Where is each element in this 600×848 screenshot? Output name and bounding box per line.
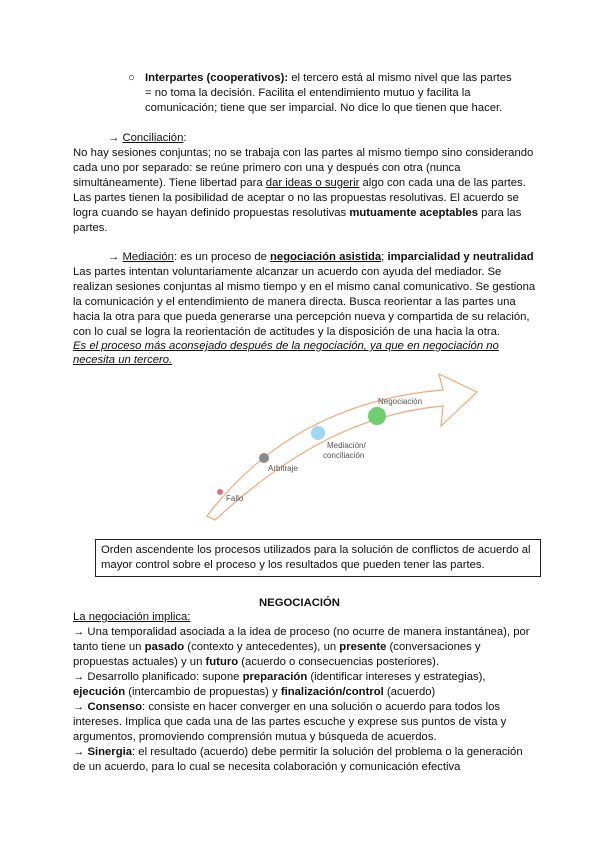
text: : consiste en hacer converger en una solución o acuerdo para todos los	[142, 701, 501, 713]
mediacion-line-3: la comunicación y el entendimiento de manera directa. Busca reorientar a las partes una	[73, 296, 516, 308]
negociacion-title: NEGOCIACIÓN	[259, 597, 340, 609]
mediacion-line-2: realizan sesiones conjuntas al mismo tiempo y en el mismo canal comunicativo. Se gestiona	[73, 281, 536, 293]
mediacion-line-5: con lo cual se logra la reorientación de actitudes y la disposición de una hacia la otra.	[73, 326, 501, 338]
interpartes-line-1	[145, 71, 512, 87]
negociacion-p1-line-1: → Una temporalidad asociada a la idea de proceso (no ocurre de manera instantánea), por	[73, 626, 530, 638]
text: : el resultado (acuerdo) debe permitir la solución del problema o la generación	[132, 746, 523, 758]
mediacion-heading	[108, 250, 534, 266]
conciliacion-line-6: partes.	[73, 222, 108, 234]
bold-text: Consenso	[87, 701, 143, 713]
negociacion-p3-line-3: argumentos, promoviendo comprensión mutua y búsqueda de acuerdos.	[73, 731, 437, 743]
negociacion-p1-line-3	[73, 655, 439, 671]
text: (acuerdo o consecuencias posteriores).	[238, 656, 440, 668]
bold-text: ejecución	[73, 686, 126, 698]
text: (conversaciones y	[386, 641, 481, 653]
heading: Mediación	[122, 251, 174, 263]
text: → Desarrollo planificado: supone	[73, 671, 243, 683]
caption-line-1: Orden ascendente los procesos utilizados para la solución de conflictos de acuerdo al	[101, 544, 531, 556]
bold-underlined-text: negociación asistida	[270, 251, 382, 263]
negociacion-p2-line-1	[73, 670, 486, 686]
mediacion-note-line-2: necesita un tercero.	[73, 354, 173, 366]
fallo-dot	[217, 489, 223, 495]
interpartes-line-2: = no toma la decisión. Facilita el entendimiento mutuo y facilita la	[145, 87, 471, 99]
conciliacion-line-5	[73, 206, 521, 222]
text: (contexto y antecedentes), un	[184, 641, 340, 653]
bold-text: Sinergia	[87, 746, 133, 758]
conciliacion-line-1: No hay sesiones conjuntas; no se trabaja con las partes al mismo tiempo sino considerando	[73, 147, 534, 159]
arbitraje-label: Arbitraje	[268, 464, 298, 473]
text: (intercambio de propuestas) y	[125, 686, 281, 698]
negociacion-p4-line-2: de un acuerdo, para lo cual se necesita colaboración y comunicación efectiva	[73, 761, 461, 773]
text: simultáneamente). Tiene libertad para	[73, 177, 266, 189]
arrow: →	[108, 251, 123, 263]
text: propuestas actuales) y un	[73, 656, 206, 668]
mediacion-line-4: hacia la otra para que pueda generarse una percepción nueva y compartida de su relación,	[73, 311, 530, 323]
negociacion-p2-line-2	[73, 685, 435, 701]
mediacion-dot	[311, 426, 325, 440]
text: →	[73, 746, 88, 758]
conciliacion-line-4: Las partes tienen la posibilidad de aceptar o no las propuestas resolutivas. El acuerdo se	[73, 192, 519, 204]
bold-text: imparcialidad y neutralidad	[387, 251, 534, 263]
bullet-icon: ○	[128, 72, 135, 84]
text: (identificar intereses y estrategias),	[307, 671, 486, 683]
negociacion-dot	[368, 407, 386, 425]
arrow: →	[108, 132, 123, 144]
text: logra cuando se hayan definido propuestas resolutivas	[73, 207, 350, 219]
bold-text: finalización/control	[280, 686, 384, 698]
text: (acuerdo)	[383, 686, 436, 698]
bold-text: mutuamente aceptables	[349, 207, 479, 219]
negociacion-p3-line-2: intereses. Implica que cada una de las partes escuche y exprese sus puntos de vista y	[73, 716, 507, 728]
interpartes-term: Interpartes (cooperativos):	[145, 72, 289, 84]
negociacion-label: Negociación	[378, 397, 423, 406]
interpartes-line-3: comunicación; tiene que ser imparcial. No dice lo que tienen que hacer.	[145, 102, 503, 114]
conciliacion-line-2: cada uno por separado: se reúne primero con una y después con otra (nunca	[73, 162, 461, 174]
mediacion-note-line-1: Es el proceso más aconsejado después de la negociación, ya que en negociación no	[73, 340, 499, 352]
bold-text: pasado	[144, 641, 185, 653]
colon: :	[183, 132, 187, 144]
bold-text: preparación	[242, 671, 308, 683]
text: el tercero está al mismo nivel que las partes	[288, 72, 512, 84]
text: →	[73, 701, 88, 713]
text: tanto tiene un	[73, 641, 145, 653]
text: algo con cada una de las partes.	[359, 177, 526, 189]
text: ;	[381, 251, 388, 263]
process-arrow-diagram	[195, 368, 485, 528]
mediacion-line-1: Las partes intentan voluntariamente alcanzar un acuerdo con ayuda del mediador. Se	[73, 266, 502, 278]
conciliacion-heading	[108, 131, 187, 147]
underlined-text: dar ideas o sugerir	[265, 177, 360, 189]
negociacion-intro: La negociación implica:	[73, 611, 191, 623]
heading: Conciliación	[122, 132, 184, 144]
text: para las	[478, 207, 522, 219]
mediacion-label: Mediación/	[327, 441, 366, 450]
fallo-label: Fallo	[226, 494, 244, 503]
conciliacion-label: conciliación	[323, 451, 365, 460]
caption-line-2: mayor control sobre el proceso y los resultados que pueden tener las partes.	[101, 559, 485, 571]
conciliacion-line-3	[73, 176, 526, 192]
text: : es un proceso de	[173, 251, 271, 263]
arbitraje-dot	[259, 453, 269, 463]
negociacion-p3-line-1	[73, 700, 500, 716]
bold-text: futuro	[205, 656, 239, 668]
bold-text: presente	[339, 641, 387, 653]
negociacion-p1-line-2	[73, 640, 481, 656]
negociacion-p4-line-1	[73, 745, 523, 761]
